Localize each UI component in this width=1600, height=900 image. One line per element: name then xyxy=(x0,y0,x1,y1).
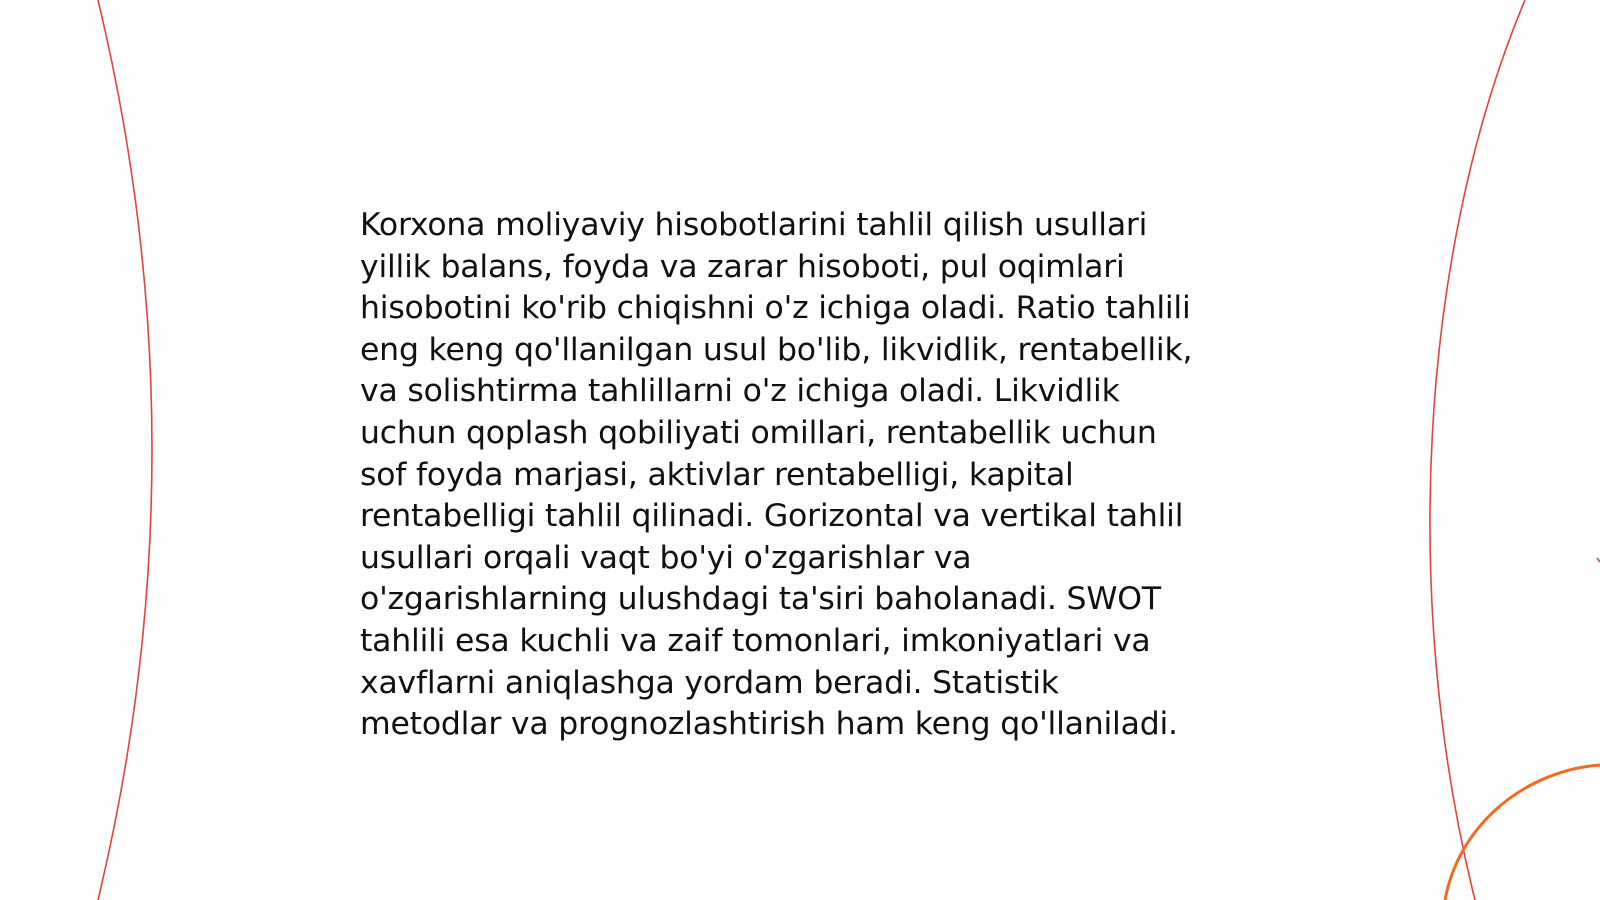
body-text: Korxona moliyaviy hisobotlarini tahlil qilish usullari yillik balans, foyda va zarar hisoboti, pul oqimlari hisobotini ko'rib chiqishni o'z ichiga oladi. Ratio tahlili eng keng qo'llanilgan usul bo'lib, likvidlik, rentabellik, va solishtirma tahlillarni o'z ichiga oladi. Likvidlik uchun qoplash qobiliyati omillari, rentabellik uchun sof foyda marjasi, aktivlar rentabelligi, kapital rentabelligi tahlil qilinadi. Gorizontal va vertikal tahlil usullari orqali vaqt bo'yi o'zgarishlar va o'zgarishlarning ulushdagi ta'siri baholanadi. SWOT tahlili esa kuchli va zaif tomonlari, imkoniyatlari va xavflarni aniqlashga yordam beradi. Statistik metodlar va prognozlashtirish ham keng qo'llaniladi. xyxy=(360,207,1193,743)
orange-arc xyxy=(1445,765,1600,900)
left-curve xyxy=(98,0,152,900)
right-curve xyxy=(1430,0,1525,900)
